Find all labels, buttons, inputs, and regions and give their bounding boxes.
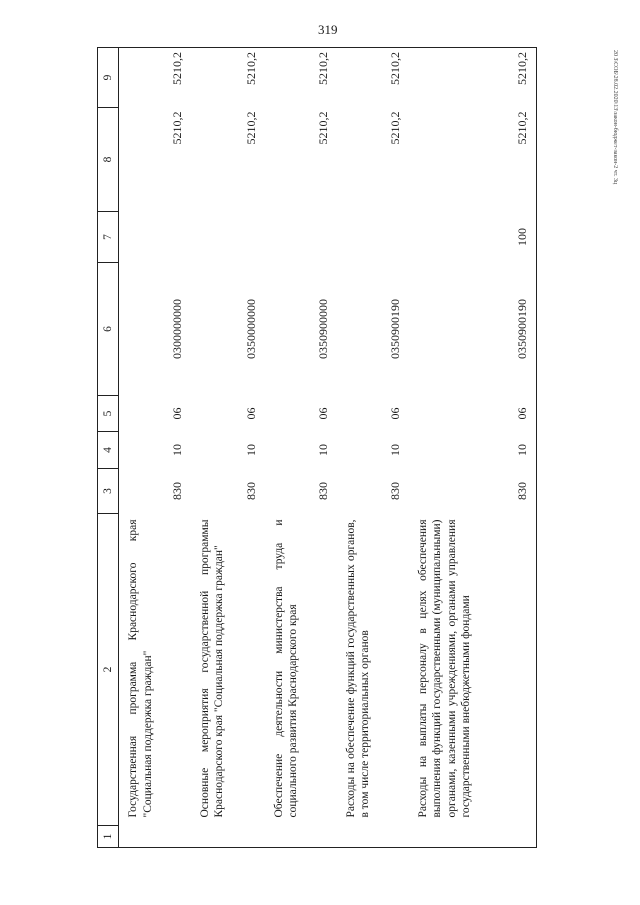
header-cell-1: 1 [98,826,119,848]
table-row [265,48,337,848]
header-cell-7: 7 [98,212,119,263]
target-article-cell: 0350000000 [243,299,258,359]
file-path-note: 20 З\СОБ\28.02.2020\13\закон-бюджет-закон-2 чт. 3ц [612,50,618,185]
ministry-code-cell: 830 [409,469,537,514]
amount-cell: 5210,2 [387,111,402,145]
section-code-cell: 10 [243,444,258,456]
expense-type-cell [265,212,337,263]
header-cell-8: 8 [98,108,119,212]
subsection-code-cell: 06 [387,407,402,420]
amount-cell: 5210,2 [337,48,409,108]
rotated-table-frame [97,48,537,848]
amount-cell: 5210,2 [191,48,265,108]
header-cell-6: 6 [98,263,119,396]
header-cell-5: 5 [98,396,119,432]
section-code-cell: 10 [315,444,330,456]
page-number: 319 [318,22,338,37]
header-cell-3: 3 [98,469,119,514]
subsection-code-cell: 06 [409,396,537,432]
amount-cell: 5210,2 [265,48,337,108]
target-article-cell: 0300000000 [169,299,184,359]
subsection-code-cell: 06 [315,407,330,420]
table-row [337,48,409,848]
ministry-code-cell: 830 [387,482,402,500]
subsection-code-cell: 06 [243,407,258,420]
table-header [98,48,119,848]
amount-cell: 5210,2 [409,48,537,108]
row-number-cell [337,826,409,848]
target-article-cell: 0350900190 [387,299,402,359]
target-article-cell: 0350900190 [409,263,537,396]
header-cell-2: 2 [98,514,119,826]
table-row [119,48,191,848]
table-row [409,48,537,848]
expense-name-cell: Расходы на выплаты персоналу в целях обеспечения выполнения функций государственными (муниципальными) органами, казенными учреждениями, органами управления государственными внебюджетными фондами [409,514,537,826]
target-article-cell: 0350900000 [315,299,330,359]
table-row [191,48,265,848]
amount-cell: 5210,2 [243,111,258,145]
subsection-code-cell: 06 [169,407,184,420]
header-cell-4: 4 [98,432,119,469]
ministry-code-cell: 830 [315,482,330,500]
table-body [119,48,537,848]
row-number-cell [119,826,191,848]
amount-cell: 5210,2 [409,108,537,212]
expense-name-cell: Обеспечение деятельности министерства труда и социального развития Краснодарского края [272,519,299,818]
header-cell-9: 9 [98,48,119,108]
ministry-code-cell: 830 [243,482,258,500]
section-code-cell: 10 [387,444,402,456]
expense-name-cell: Государственная программа Краснодарского края "Социальная поддержка граждан" [127,519,154,818]
expense-type-cell [337,212,409,263]
header-row [98,48,119,848]
expense-name-cell: Расходы на обеспечение функций государственных органов, в том числе территориальных органов [344,519,371,818]
row-number-cell [265,826,337,848]
expense-type-cell [119,212,191,263]
amount-cell: 5210,2 [169,111,184,145]
expense-name-cell: Основные мероприятия государственной программы Краснодарского края "Социальная поддержка граждан" [198,519,225,818]
expense-type-cell: 100 [409,212,537,263]
expense-type-cell [191,212,265,263]
budget-table [97,47,537,848]
section-code-cell: 10 [409,432,537,469]
ministry-code-cell: 830 [169,482,184,500]
section-code-cell: 10 [169,444,184,456]
amount-cell: 5210,2 [315,111,330,145]
row-number-cell [191,826,265,848]
row-number-cell [409,826,537,848]
amount-cell: 5210,2 [119,48,191,108]
